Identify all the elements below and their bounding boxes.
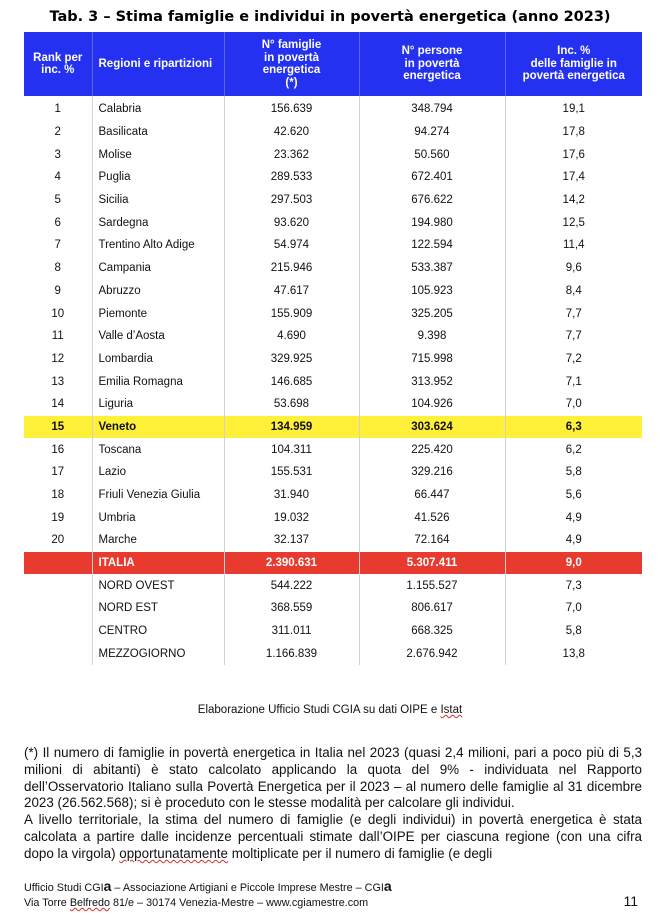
cell-rank: 15	[24, 416, 92, 439]
cell-region: Emilia Romagna	[92, 370, 224, 393]
header-incidence: Inc. % delle famiglie in povertà energetica	[505, 32, 642, 96]
cell-region: Friuli Venezia Giulia	[92, 484, 224, 507]
cell-persons: 50.560	[359, 143, 505, 166]
cell-incidence: 8,4	[565, 284, 582, 297]
cell-rank: 1	[24, 96, 92, 121]
cell-region: Liguria	[92, 393, 224, 416]
cell-region: Basilicata	[92, 121, 224, 144]
cell-incidence: 12,5	[562, 216, 585, 229]
cell-persons: 348.794	[359, 96, 505, 121]
cell-families: 32.137	[224, 529, 359, 552]
cell-region: Valle d’Aosta	[92, 325, 224, 348]
cell-incidence: 9,6	[565, 262, 582, 275]
cell-region: NORD EST	[92, 597, 224, 620]
cell-rank: 5	[24, 189, 92, 212]
cell-persons: 329.216	[359, 461, 505, 484]
cell-persons: 676.622	[359, 189, 505, 212]
cell-persons: 104.926	[359, 393, 505, 416]
cell-families: 297.503	[224, 189, 359, 212]
table-row	[24, 166, 642, 189]
cell-incidence: 19,1	[562, 103, 585, 116]
cell-incidence: 7,1	[565, 375, 582, 388]
table-row-area	[24, 597, 642, 620]
cell-families: 1.166.839	[224, 643, 359, 666]
cell-rank: 13	[24, 370, 92, 393]
cell-families: 47.617	[224, 280, 359, 303]
table-row	[24, 121, 642, 144]
cell-region: MEZZOGIORNO	[92, 643, 224, 666]
cell-region: Molise	[92, 143, 224, 166]
cell-rank	[24, 620, 92, 643]
cell-persons: 672.401	[359, 166, 505, 189]
cell-families: 289.533	[224, 166, 359, 189]
cell-incidence: 4,9	[565, 534, 582, 547]
cell-rank: 19	[24, 506, 92, 529]
cell-incidence: 7,7	[565, 330, 582, 343]
cell-families: 155.531	[224, 461, 359, 484]
cell-persons: 122.594	[359, 234, 505, 257]
cell-region: Campania	[92, 257, 224, 280]
table-row	[24, 370, 642, 393]
cell-incidence: 6,3	[505, 416, 642, 439]
footnote-paragraph-2: A livello territoriale, la stima del numero di famiglie (e degli individui) in povertà energetica è stata calcolata a partire dalle incidenze percentuali stimate dall’OIPE per ciascuna regione (con una cifra dopo la virgola) opportunatamente moltiplicate per il numero di famiglie (e degli	[24, 812, 642, 861]
cell-rank: 18	[24, 484, 92, 507]
cell-rank: 17	[24, 461, 92, 484]
cell-incidence: 6,2	[565, 443, 582, 456]
table-title: Tab. 3 – Stima famiglie e individui in povertà energetica (anno 2023)	[49, 9, 611, 25]
cell-persons: 806.617	[359, 597, 505, 620]
cell-incidence: 7,7	[565, 307, 582, 320]
cell-region: Marche	[92, 529, 224, 552]
cell-persons: 225.420	[359, 438, 505, 461]
cell-region: Piemonte	[92, 302, 224, 325]
cell-region: CENTRO	[92, 620, 224, 643]
cell-families: 368.559	[224, 597, 359, 620]
cell-incidence: 7,0	[565, 398, 582, 411]
cell-families: 156.639	[224, 96, 359, 121]
cell-region: Abruzzo	[92, 280, 224, 303]
cell-incidence: 7,3	[565, 579, 582, 592]
footer-organization: Ufficio Studi CGIa – Associazione Artigiani e Piccole Imprese Mestre – CGIa	[24, 878, 392, 894]
table-row-highlight	[24, 416, 642, 439]
header-persons: N° persone in povertà energetica	[359, 32, 505, 96]
cell-families: 2.390.631	[224, 552, 359, 575]
footer-address: Via Torre Belfredo 81/e – 30174 Venezia-Mestre – www.cgiamestre.com	[24, 897, 369, 909]
cell-families: 329.925	[224, 348, 359, 371]
table-row	[24, 393, 642, 416]
table-row	[24, 529, 642, 552]
cell-rank: 20	[24, 529, 92, 552]
cell-incidence: 11,4	[562, 239, 585, 252]
cell-families: 31.940	[224, 484, 359, 507]
cell-incidence: 7,2	[565, 352, 582, 365]
cell-persons: 303.624	[359, 416, 505, 439]
cell-region: NORD OVEST	[92, 574, 224, 597]
table-row	[24, 96, 642, 121]
cell-families: 19.032	[224, 506, 359, 529]
cell-region: Lombardia	[92, 348, 224, 371]
cell-persons: 41.526	[359, 506, 505, 529]
cell-rank: 12	[24, 348, 92, 371]
header-rank: Rank per inc. %	[24, 32, 92, 96]
table-row	[24, 461, 642, 484]
table-row	[24, 325, 642, 348]
table-row	[24, 211, 642, 234]
cell-rank: 3	[24, 143, 92, 166]
cell-region: Toscana	[92, 438, 224, 461]
cell-region: Sicilia	[92, 189, 224, 212]
cell-rank: 8	[24, 257, 92, 280]
cell-rank: 6	[24, 211, 92, 234]
cell-incidence: 13,8	[562, 647, 585, 660]
cell-families: 23.362	[224, 143, 359, 166]
cell-families: 215.946	[224, 257, 359, 280]
cell-incidence: 17,8	[562, 126, 585, 139]
table-row	[24, 506, 642, 529]
footnote-paragraph-1: (*) Il numero di famiglie in povertà energetica in Italia nel 2023 (quasi 2,4 milioni, pari a poco più di 5,3 milioni di abitanti) è stato calcolato applicando la quota del 9% - individuata nel Rapporto dell’Osservatorio Italiano sulla Povertà Energetica per il 2023 – al numero delle famiglie al 31 dicembre 2023 (26.562.568); si è proceduto con le stesse modalità per calcolare gli individui.	[24, 745, 642, 811]
cell-rank	[24, 574, 92, 597]
cell-incidence: 5,8	[565, 466, 582, 479]
cell-rank: 7	[24, 234, 92, 257]
cell-rank: 4	[24, 166, 92, 189]
cell-region: Trentino Alto Adige	[92, 234, 224, 257]
cell-families: 4.690	[224, 325, 359, 348]
table-row	[24, 484, 642, 507]
cell-rank: 9	[24, 280, 92, 303]
table-row	[24, 302, 642, 325]
cell-families: 104.311	[224, 438, 359, 461]
cell-rank	[24, 643, 92, 666]
table-row	[24, 438, 642, 461]
cell-persons: 325.205	[359, 302, 505, 325]
table-row-total	[24, 552, 642, 575]
table-header-row	[24, 32, 642, 96]
cell-incidence: 4,9	[565, 511, 582, 524]
table-row-area	[24, 643, 642, 666]
table-row	[24, 280, 642, 303]
cell-families: 54.974	[224, 234, 359, 257]
cell-persons: 194.980	[359, 211, 505, 234]
cell-persons: 9.398	[359, 325, 505, 348]
cell-rank: 14	[24, 393, 92, 416]
cell-families: 53.698	[224, 393, 359, 416]
cell-region: ITALIA	[92, 552, 224, 575]
cell-rank	[24, 552, 92, 575]
brand-letter: a	[103, 878, 112, 894]
cell-rank: 11	[24, 325, 92, 348]
cell-persons: 5.307.411	[359, 552, 505, 575]
cell-region: Calabria	[92, 96, 224, 121]
header-region: Regioni e ripartizioni	[92, 32, 224, 96]
cell-rank: 16	[24, 438, 92, 461]
cell-families: 134.959	[224, 416, 359, 439]
cell-region: Umbria	[92, 506, 224, 529]
cell-families: 42.620	[224, 121, 359, 144]
spell-underlined-word: Belfredo	[69, 897, 111, 909]
cell-incidence: 9,0	[505, 552, 642, 575]
cell-rank: 2	[24, 121, 92, 144]
table-row	[24, 257, 642, 280]
cell-persons: 533.387	[359, 257, 505, 280]
cell-incidence: 14,2	[562, 194, 585, 207]
table-row-area	[24, 574, 642, 597]
cell-families: 93.620	[224, 211, 359, 234]
cell-persons: 2.676.942	[359, 643, 505, 666]
cell-incidence: 5,8	[565, 625, 582, 638]
cell-region: Veneto	[92, 416, 224, 439]
source-caption: Elaborazione Ufficio Studi CGIA su dati OIPE e Istat	[197, 704, 463, 716]
table-body	[24, 96, 642, 665]
cell-families: 146.685	[224, 370, 359, 393]
table-row	[24, 143, 642, 166]
cell-persons: 668.325	[359, 620, 505, 643]
table-row-area	[24, 620, 642, 643]
footnote	[24, 745, 642, 863]
cell-incidence: 7,0	[565, 602, 582, 615]
cell-region: Lazio	[92, 461, 224, 484]
cell-incidence: 5,6	[565, 489, 582, 502]
spell-underlined-word: opportunatamente	[119, 845, 228, 861]
cell-persons: 66.447	[359, 484, 505, 507]
brand-letter: a	[383, 878, 392, 894]
cell-families: 311.011	[224, 620, 359, 643]
cell-families: 544.222	[224, 574, 359, 597]
cell-persons: 313.952	[359, 370, 505, 393]
cell-persons: 105.923	[359, 280, 505, 303]
page-number: 11	[623, 893, 638, 909]
cell-incidence: 17,4	[562, 171, 585, 184]
source-istat: Istat	[440, 704, 463, 716]
cell-persons: 715.998	[359, 348, 505, 371]
cell-persons: 72.164	[359, 529, 505, 552]
cell-region: Sardegna	[92, 211, 224, 234]
header-families: N° famiglie in povertà energetica (*)	[224, 32, 359, 96]
cell-rank: 10	[24, 302, 92, 325]
table-row	[24, 348, 642, 371]
cell-persons: 1.155.527	[359, 574, 505, 597]
cell-incidence: 17,6	[562, 148, 585, 161]
cell-region: Puglia	[92, 166, 224, 189]
cell-rank	[24, 597, 92, 620]
table-row	[24, 234, 642, 257]
table-row	[24, 189, 642, 212]
cell-persons: 94.274	[359, 121, 505, 144]
poverty-table	[24, 32, 642, 665]
cell-families: 155.909	[224, 302, 359, 325]
